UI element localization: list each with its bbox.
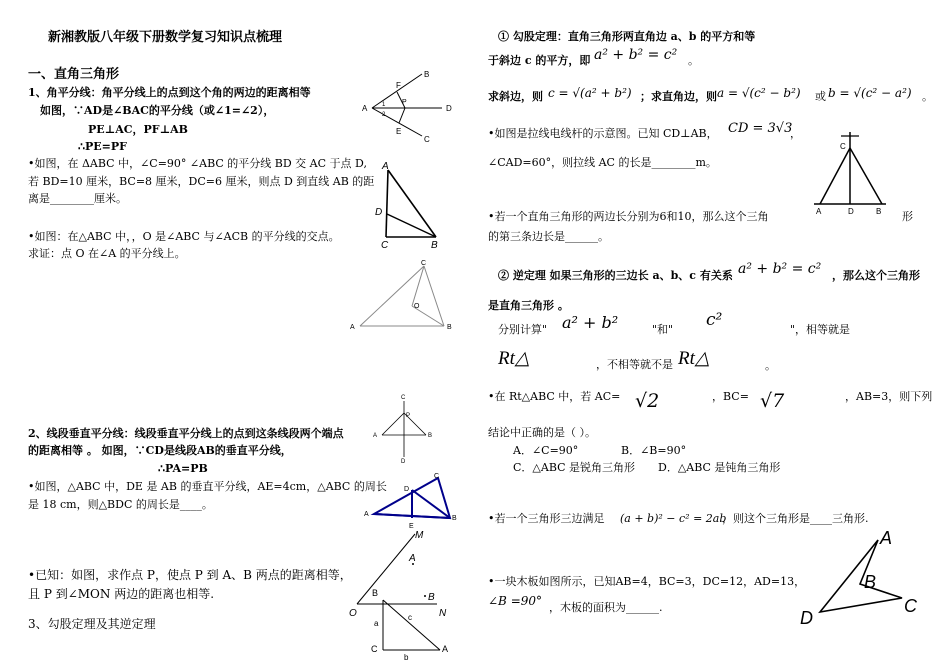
svg-text:A: A [409,553,416,564]
svg-text:B: B [452,515,457,522]
angle-bisector-theorem: 1、角平分线：角平分线上的点到这个角的两边的距离相等 [28,86,311,99]
exercise-6-tail: 形 [902,210,913,223]
angle-bisector-given: 如图，∵AD是∠BAC的平分线（或∠1=∠2）， [40,104,275,117]
exercise-1-line-2: 若 BD=10 厘米，BC=8 厘米，DC=6 厘米，则点 D 到直线 AB 的距 [28,175,375,188]
leg-label: ；求直角边，则 [640,90,717,103]
figure-perp-bisector [370,395,440,465]
exercise-2-line-1: •如图：在△ABC 中，，O 是∠ABC 与∠ACB 的平分线的交点。 [28,230,340,243]
svg-text:c: c [408,613,412,622]
svg-text:C: C [840,142,846,151]
svg-text:P: P [402,99,407,106]
svg-text:C: C [381,240,389,251]
svg-text:C: C [904,596,917,616]
exercise-7-line-2: 结论中正确的是（ ）。 [488,426,596,439]
svg-text:O: O [349,608,357,619]
figure-triangle-bdc [372,162,447,252]
figure-utility-pole [810,128,895,218]
svg-text:D: D [401,459,406,465]
svg-text:B: B [864,572,877,592]
figure-triangle-incenter [348,258,458,338]
svg-text:E: E [409,523,414,530]
period: 。 [688,54,699,67]
rt-triangle-2: Rt△ [678,348,710,369]
section-heading-pythagorean: 3、勾股定理及其逆定理 [28,617,156,631]
hypotenuse-formula: c = √(a² + b²) [548,86,632,100]
svg-text:C: C [401,395,406,401]
exercise-7-option-c: C．△ABC 是锐角三角形 [513,461,636,474]
perp-bisector-theorem-2: 的距离相等 。 如图，∵CD是线段AB的垂直平分线， [28,444,292,457]
svg-text:B: B [428,433,433,439]
figure-triangle-de [362,470,462,530]
svg-text:B: B [424,70,430,79]
svg-text:D: D [446,104,452,113]
svg-text:E: E [396,127,402,136]
svg-text:2: 2 [382,112,386,118]
period: 。 [922,90,933,103]
angle-bisector-conclusion: ∴PE=PF [78,140,127,153]
svg-text:C: C [421,260,427,267]
exercise-8-formula: (a + b)² − c² = 2ab [620,512,727,525]
svg-text:N: N [439,608,447,619]
exercise-1-line-3: 离是________厘米。 [28,192,127,205]
exercise-8-line-1b: ，则这个三角形是____三角形. [722,512,869,525]
exercise-1-line-1: •如图，在 ΔABC 中，∠C=90° ∠ABC 的平分线 BD 交 AC 于点 D, [28,157,367,170]
svg-text:B: B [876,207,882,216]
pythagorean-theorem-line-2: 于斜边 c 的平方，即 [488,54,591,67]
svg-text:B: B [372,588,379,598]
svg-text:D: D [404,486,410,493]
exercise-7-option-b: B．∠B=90° [621,444,687,457]
svg-text:A: A [350,324,355,331]
exercise-6-line-2: 的第三条边长是______。 [488,230,609,243]
svg-text:1: 1 [382,102,386,108]
hypotenuse-label: 求斜边，则 [488,90,543,103]
exercise-5-line-1: •如图是拉线电线杆的示意图。已知 CD⊥AB， [488,127,718,140]
or-label: 或 [815,90,826,103]
exercise-7-line-1c: ，AB=3，则下列 [845,390,933,403]
svg-text:D: D [800,608,813,628]
exercise-7-line-1b: ，BC= [712,390,749,403]
exercise-4-line-2: 且 P 到∠MON 两边的距离也相等. [28,587,215,601]
svg-text:a: a [374,619,379,628]
exercise-7-option-d: D．△ABC 是钝角三角形 [658,461,781,474]
exercise-7-line-1a: •在 Rt△ABC 中，若 AC= [488,390,621,403]
converse-formula: a² + b² = c² [738,261,822,277]
comma: ， [790,127,801,140]
figure-right-triangle-abc [368,586,458,666]
figure-board-abcd [800,522,930,632]
exercise-7-bc: √7 [760,390,785,412]
period: 。 [765,359,776,372]
calc-formula-2: c² [706,310,723,330]
exercise-2-line-2: 求证：点 O 在∠A 的平分线上。 [28,247,186,260]
calc-formula-1: a² + b² [562,313,619,332]
svg-text:A: A [816,207,822,216]
svg-text:P: P [406,413,411,419]
svg-text:D: D [848,207,854,216]
pythagorean-formula: a² + b² = c² [594,47,678,63]
figure-angle-bisector [360,70,460,145]
exercise-5-line-2: ∠CAD=60°，则拉线 AC 的长是________m。 [488,156,717,169]
svg-text:M: M [415,530,424,541]
exercise-9-angle: ∠B =90° [488,594,543,608]
leg-formula-a: a = √(c² − b²) [717,86,801,100]
perp-bisector-theorem-1: 2、线段垂直平分线：线段垂直平分线上的点到这条线段两个端点 [28,427,344,440]
pythagorean-theorem-line-1: ① 勾股定理：直角三角形两直角边 a、b 的平方和等 [498,30,756,43]
section-heading-right-triangle: 一、直角三角形 [28,67,120,82]
exercise-5-cd: CD = 3√3 [728,121,793,136]
svg-text:A: A [442,644,449,654]
converse-theorem-line-1-end: ，那么这个三角形 [832,269,920,282]
svg-text:A: A [364,511,369,518]
not-equal-label: ，不相等就不是 [596,358,673,371]
calc-mid: "和" [652,323,674,336]
svg-text:D: D [375,207,383,218]
svg-text:B: B [428,592,435,603]
exercise-4-line-1: •已知：如图，求作点 P，使点 P 到 A、B 两点的距离相等， [28,568,352,582]
svg-text:A: A [880,528,893,548]
converse-theorem-line-1: ② 逆定理 如果三角形的三边长 a、b、c 有关系 [498,269,733,282]
calc-end: "，相等就是 [790,323,851,336]
svg-text:A: A [362,104,368,113]
svg-text:b: b [404,653,409,662]
exercise-3-line-2: 是 18 cm，则△BDC 的周长是____。 [28,498,213,511]
svg-text:B: B [431,240,438,251]
converse-theorem-line-2: 是直角三角形 。 [488,299,569,312]
exercise-9-line-1: •一块木板如图所示，已知AB=4，BC=3，DC=12，AD=13， [488,575,806,588]
svg-text:C: C [371,644,378,654]
svg-text:C: C [424,135,430,144]
calc-label: 分别计算" [498,323,548,336]
leg-formula-b: b = √(c² − a²) [828,86,912,100]
svg-text:A: A [373,433,378,439]
perp-bisector-conclusion: ∴PA=PB [158,462,208,475]
rt-triangle-1: Rt△ [498,348,530,369]
svg-text:F: F [396,81,401,90]
svg-text:O: O [414,303,420,310]
doc-title: 新湘教版八年级下册数学复习知识点梳理 [48,30,283,45]
exercise-9-line-2: ，木板的面积为______. [549,601,663,614]
exercise-7-ac: √2 [635,390,660,412]
svg-text:A: A [382,161,389,172]
exercise-3-line-1: •如图，△ABC 中，DE 是 AB 的垂直平分线，AE=4cm，△ABC 的周长 [28,480,387,493]
exercise-6-line-1: •若一个直角三角形的两边长分别为6和10，那么这个三角 [488,210,769,223]
exercise-8-line-1a: •若一个三角形三边满足 [488,512,605,525]
svg-text:C: C [434,473,440,480]
exercise-7-option-a: A．∠C=90° [513,444,579,457]
svg-text:B: B [447,324,452,331]
angle-bisector-perp: PE⊥AC，PF⊥AB [88,123,188,136]
